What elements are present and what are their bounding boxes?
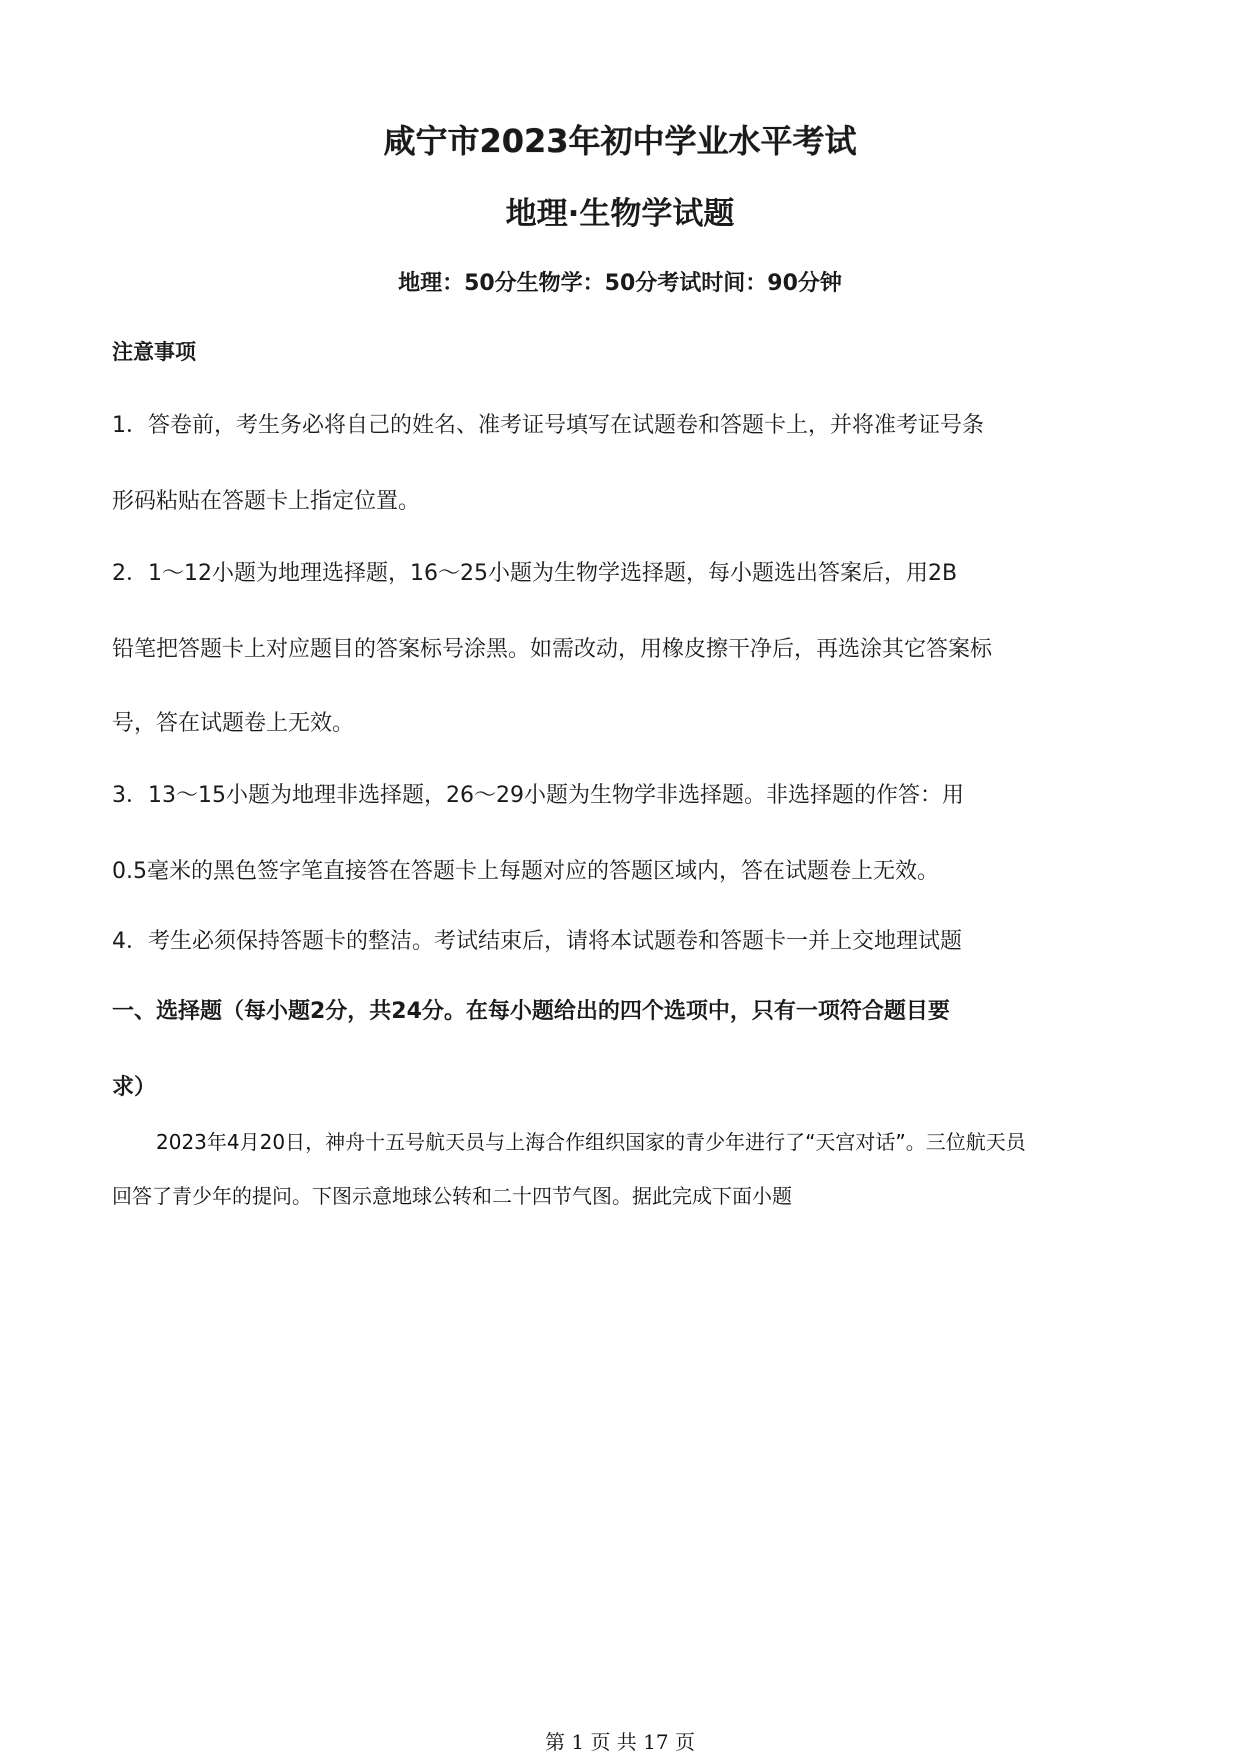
notice-item-1-line-1: 1．答卷前，考生务必将自己的姓名、准考证号填写在试题卷和答题卡上，并将准考证号条: [112, 413, 985, 438]
exam-title: 咸宁市2023年初中学业水平考试: [383, 122, 857, 160]
notice-item-2-line-2: 铅笔把答题卡上对应题目的答案标号涂黑。如需改动，用橡皮擦干净后，再选涂其它答案标: [112, 637, 993, 662]
passage-line-1: 2023年4月20日，神舟十五号航天员与上海合作组织国家的青少年进行了“天宫对话”。三位航天员: [156, 1130, 1026, 1154]
notice-item-2-line-3: 号，答在试题卷上无效。: [112, 711, 355, 736]
notice-item-3-line-2: 0.5毫米的黑色签字笔直接答在答题卡上每题对应的答题区域内，答在试题卷上无效。: [112, 859, 939, 884]
notice-item-4-line-1: 4．考生必须保持答题卡的整洁。考试结束后，请将本试题卷和答题卡一并上交地理试题: [112, 929, 962, 954]
page-number-footer: 第 1 页 共 17 页: [545, 1730, 695, 1754]
exam-score-time: 地理：50分生物学：50分考试时间：90分钟: [398, 271, 842, 296]
passage-line-2: 回答了青少年的提问。下图示意地球公转和二十四节气图。据此完成下面小题: [112, 1184, 792, 1208]
notice-item-2-line-1: 2．1～12小题为地理选择题，16～25小题为生物学选择题，每小题选出答案后，用2B: [112, 561, 958, 586]
notice-item-3-line-1: 3．13～15小题为地理非选择题，26～29小题为生物学非选择题。非选择题的作答：用: [112, 783, 964, 808]
notice-item-1-line-2: 形码粘贴在答题卡上指定位置。: [112, 489, 421, 514]
notice-heading: 注意事项: [112, 340, 196, 364]
section-heading-line-1: 一、选择题（每小题2分，共24分。在每小题给出的四个选项中，只有一项符合题目要: [112, 999, 950, 1024]
section-heading-line-2: 求）: [112, 1075, 157, 1100]
exam-subtitle: 地理·生物学试题: [505, 196, 735, 232]
